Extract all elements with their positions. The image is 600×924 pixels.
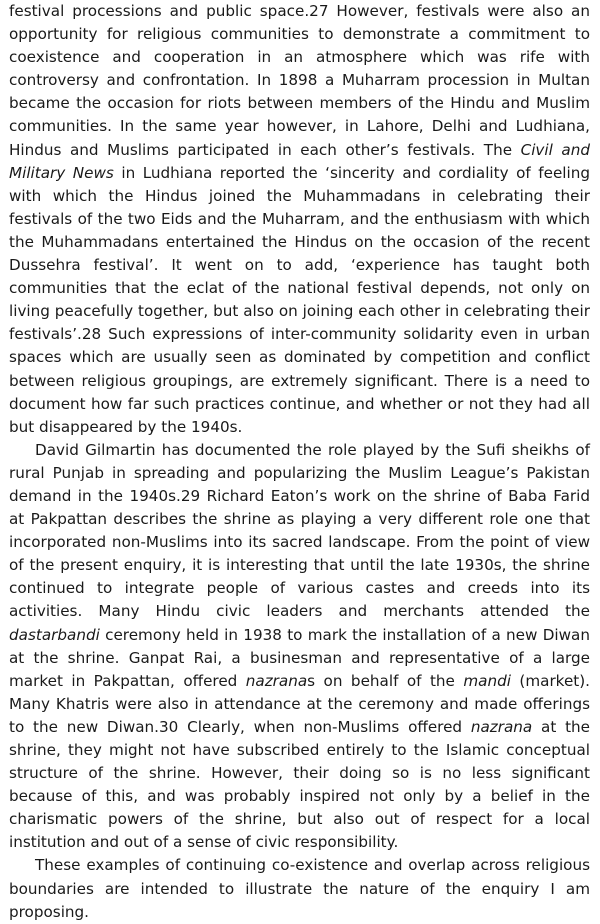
- text-segment: festival processions and public space.27 However, festivals were also an opportunity for religious communities to demonstrate a commitment to coexistence and cooperation in an atmosphere which was rife with controversy and confrontation. In 1898 a Muharram procession in Multan became the occasion for riots between members of the Hindu and Muslim communities. In the same year however, in Lahore, Delhi and Ludhiana, Hindus and Muslims participated in each other’s festivals. The: [9, 2, 590, 159]
- italic-publication-title: Civil and Military News: [9, 140, 590, 182]
- italic-term: nazrana: [245, 671, 308, 690]
- paragraph-1: [9, 0, 590, 439]
- text-segment: in Ludhiana reported the ‘sincerity and cordiality of feeling with which the Hindus joined the Muhammadans in celebrating their festivals of the two Eids and the Muharram, and the enthusiasm with which the Muhammadans entertained the Hindus on the occasion of the recent Dussehra festival’. It went on to add, ‘experience has taught both communities that the eclat of the national festival depends, not only on living peacefully together, but also on joining each other in celebrating their festivals’.28 Such expressions of inter-community solidarity even in urban spaces which are usually seen as dominated by competition and conflict between religious groupings, are extremely significant. There is a need to document how far such practices continue, and whether or not they had all but disappeared by the 1940s.: [9, 163, 590, 436]
- text-segment: at the shrine, they might not have subscribed entirely to the Islamic conceptual structure of the shrine. However, their doing so is no less significant because of this, and was probably inspired not only by a belief in the charismatic powers of the shrine, but also out of respect for a local institution and out of a sense of civic responsibility.: [9, 717, 590, 852]
- text-segment: These examples of continuing co-existence and overlap across religious boundaries are intended to illustrate the nature of the enquiry I am proposing.: [9, 856, 590, 921]
- italic-term: dastarbandi: [9, 625, 100, 644]
- text-segment: (market). Many Khatris were also in attendance at the ceremony and made offerings to the new Diwan.30 Clearly, when non-Muslims offered: [9, 671, 590, 736]
- paragraph-3: [9, 854, 590, 923]
- paragraph-2: [9, 439, 590, 855]
- text-segment: ceremony held in 1938 to mark the installation of a new Diwan at the shrine. Ganpat Rai, a businesman and representative of a large market in Pakpattan, offered: [9, 625, 590, 690]
- text-segment: s on behalf of the: [307, 671, 464, 690]
- italic-term: nazrana: [470, 717, 533, 736]
- document-page: [9, 0, 590, 924]
- text-segment: David Gilmartin has documented the role played by the Sufi sheikhs of rural Punjab in spreading and popularizing the Muslim League’s Pakistan demand in the 1940s.29 Richard Eaton’s work on the shrine of Baba Farid at Pakpattan describes the shrine as playing a very different role one that incorporated non-Muslims into its sacred landscape. From the point of view of the present enquiry, it is interesting that until the late 1930s, the shrine continued to integrate people of various castes and creeds into its activities. Many Hindu civic leaders and merchants attended the: [9, 440, 590, 621]
- italic-term: mandi: [463, 671, 511, 690]
